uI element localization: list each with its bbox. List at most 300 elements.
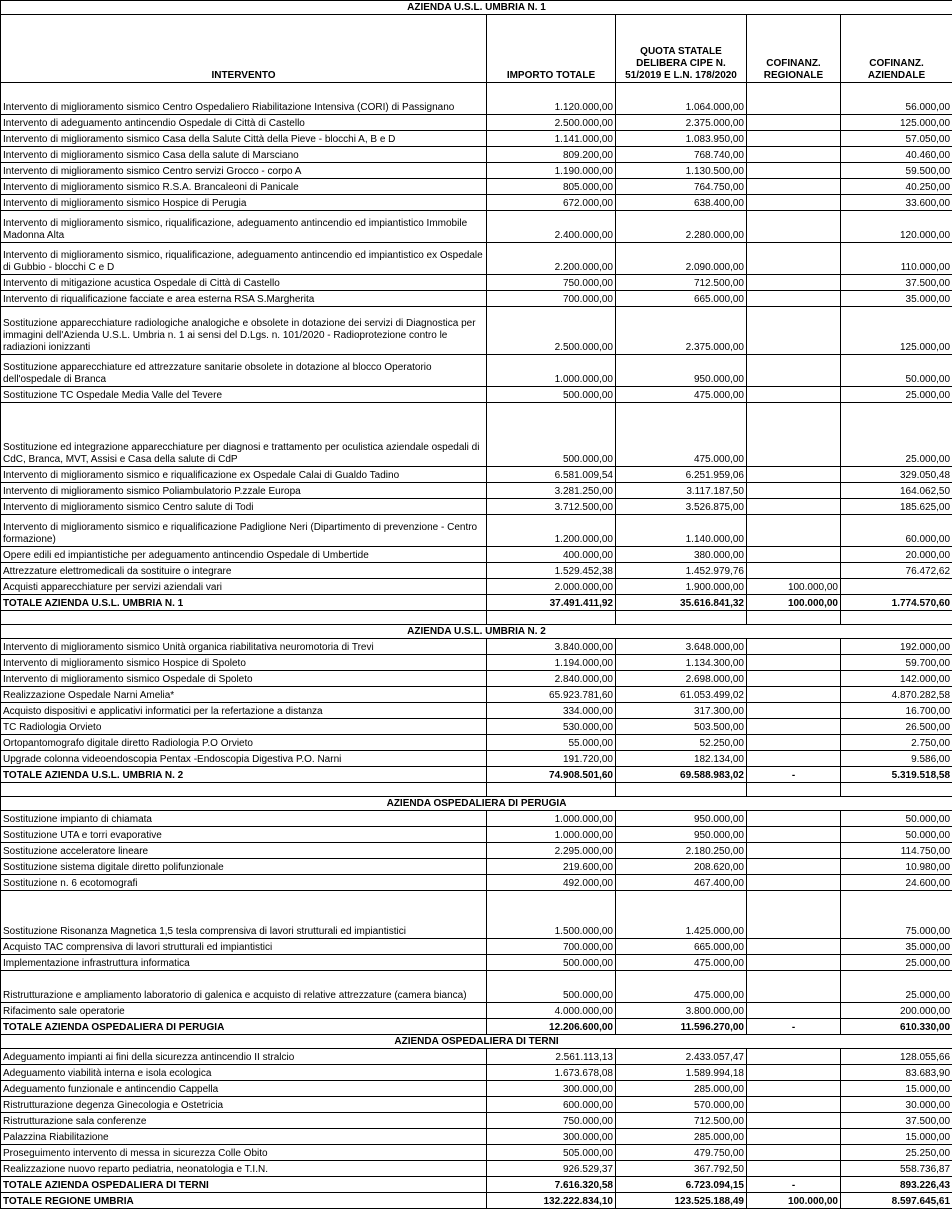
header-line: 51/2019 E L.N. 178/2020 [625,70,737,81]
quota-statale-cell: 570.000,00 [616,1097,747,1113]
importo-totale-cell: 2.295.000,00 [487,843,616,859]
importo-totale-cell: 2.200.000,00 [487,243,616,275]
intervento-label: Adeguamento impianti ai fini della sicurezza antincendio II stralcio [1,1049,487,1065]
importo-totale-cell: 2.000.000,00 [487,579,616,595]
cofinanz-regionale-cell [747,387,841,403]
cofinanz-regionale-cell [747,1161,841,1177]
cofinanz-regionale-cell [747,1081,841,1097]
table-row [1,179,952,195]
quota-statale-cell: 1.083.950,00 [616,131,747,147]
cofinanz-aziendale-cell: 20.000,00 [841,547,952,563]
quota-statale-cell: 367.792,50 [616,1161,747,1177]
quota-statale-cell: 638.400,00 [616,195,747,211]
total-label: TOTALE AZIENDA U.S.L. UMBRIA N. 2 [1,767,487,783]
table-row [1,307,952,355]
cofinanz-regionale-cell [747,639,841,655]
section-header-row [1,797,952,811]
column-header-row [1,15,952,83]
section-title: AZIENDA OSPEDALIERA DI TERNI [1,1035,952,1049]
intervento-label: Implementazione infrastruttura informatica [1,955,487,971]
quota-statale-cell: 6.251.959,06 [616,467,747,483]
cofinanz-aziendale-cell: 185.625,00 [841,499,952,515]
header-line: REGIONALE [763,70,824,81]
table-row [1,1003,952,1019]
table-row [1,719,952,735]
cofinanz-regionale-cell [747,211,841,243]
spacer-row [1,783,952,797]
total-label: TOTALE AZIENDA OSPEDALIERA DI PERUGIA [1,1019,487,1035]
intervento-label: Intervento di miglioramento sismico e riqualificazione ex Ospedale Calai di Gualdo Tadino [1,467,487,483]
cofinanz-regionale-cell [747,859,841,875]
table-row [1,859,952,875]
importo-totale-cell: 2.500.000,00 [487,115,616,131]
table-row [1,891,952,939]
cofinanz-aziendale-cell: 120.000,00 [841,211,952,243]
cofinanz-regionale-cell [747,1113,841,1129]
table-row [1,115,952,131]
header-line: DELIBERA CIPE N. [636,58,726,69]
cofinanz-aziendale-cell: 50.000,00 [841,827,952,843]
quota-statale-cell: 317.300,00 [616,703,747,719]
section-total-row [1,1019,952,1035]
header-line: AZIENDALE [867,70,926,81]
importo-totale-cell: 400.000,00 [487,547,616,563]
intervento-label: Ristrutturazione e ampliamento laboratorio di galenica e acquisto di relative attrezzature (camera bianca) [1,971,487,1003]
cofinanz-regionale-cell [747,147,841,163]
cofinanz-regionale-cell [747,735,841,751]
cofinanz-regionale-cell: - [747,1177,841,1193]
quota-statale-cell: 950.000,00 [616,811,747,827]
cofinanz-regionale-cell [747,751,841,767]
intervento-label: Ortopantomografo digitale diretto Radiologia P.O Orvieto [1,735,487,751]
intervento-label: Intervento di adeguamento antincendio Ospedale di Città di Castello [1,115,487,131]
quota-statale-cell: 61.053.499,02 [616,687,747,703]
cofinanz-aziendale-cell: 59.500,00 [841,163,952,179]
table-row [1,515,952,547]
table-row [1,1049,952,1065]
intervento-label: Upgrade colonna videoendoscopia Pentax -Endoscopia Digestiva P.O. Narni [1,751,487,767]
cofinanz-regionale-cell [747,1129,841,1145]
section-title: AZIENDA OSPEDALIERA DI PERUGIA [1,797,952,811]
empty-cell [1,783,487,797]
quota-statale-cell: 950.000,00 [616,827,747,843]
section-total-row [1,595,952,611]
importo-totale-cell: 3.712.500,00 [487,499,616,515]
table-row [1,483,952,499]
table-row [1,875,952,891]
cofinanz-regionale-cell [747,687,841,703]
quota-statale-cell: 764.750,00 [616,179,747,195]
quota-statale-cell: 285.000,00 [616,1129,747,1145]
cofinanz-regionale-cell [747,467,841,483]
intervento-label: Sostituzione n. 6 ecotomografi [1,875,487,891]
cofinanz-aziendale-cell: 2.750,00 [841,735,952,751]
cofinanz-regionale-cell [747,655,841,671]
table-row [1,291,952,307]
quota-statale-cell: 665.000,00 [616,291,747,307]
empty-cell [487,783,616,797]
table-row [1,147,952,163]
header-line: QUOTA STATALE [640,46,722,57]
quota-statale-cell: 1.900.000,00 [616,579,747,595]
quota-statale-cell: 712.500,00 [616,275,747,291]
intervento-label: Intervento di mitigazione acustica Ospedale di Città di Castello [1,275,487,291]
cofinanz-regionale-cell [747,163,841,179]
cofinanz-aziendale-cell: 128.055,66 [841,1049,952,1065]
quota-statale-cell: 380.000,00 [616,547,747,563]
section-title: AZIENDA U.S.L. UMBRIA N. 2 [1,625,952,639]
cofinanz-regionale-cell [747,291,841,307]
table-row [1,843,952,859]
cofinanz-aziendale-cell: 59.700,00 [841,655,952,671]
importo-totale-cell: 65.923.781,60 [487,687,616,703]
table-row [1,163,952,179]
cofinanz-aziendale-cell: 25.000,00 [841,971,952,1003]
cofinanz-regionale-cell [747,811,841,827]
cofinanz-aziendale-cell: 76.472,62 [841,563,952,579]
intervento-label: Intervento di miglioramento sismico Ospedale di Spoleto [1,671,487,687]
table-row [1,1145,952,1161]
quota-statale-cell: 123.525.188,49 [616,1193,747,1209]
cofinanz-regionale-cell [747,115,841,131]
table-row [1,827,952,843]
cofinanz-aziendale-cell: 83.683,90 [841,1065,952,1081]
cofinanz-regionale-cell [747,703,841,719]
importo-totale-cell: 750.000,00 [487,1113,616,1129]
empty-cell [841,611,952,625]
quota-statale-cell: 69.588.983,02 [616,767,747,783]
cofinanz-aziendale-cell: 610.330,00 [841,1019,952,1035]
cofinanz-aziendale-cell: 15.000,00 [841,1081,952,1097]
intervento-label: Sostituzione acceleratore lineare [1,843,487,859]
cofinanz-regionale-cell [747,403,841,467]
intervento-label: Intervento di miglioramento sismico Hospice di Spoleto [1,655,487,671]
cofinanz-regionale-cell [747,671,841,687]
quota-statale-cell: 6.723.094,15 [616,1177,747,1193]
header-line: COFINANZ. [869,58,924,69]
table-row [1,1113,952,1129]
importo-totale-cell: 809.200,00 [487,147,616,163]
importo-totale-cell: 37.491.411,92 [487,595,616,611]
total-label: TOTALE REGIONE UMBRIA [1,1193,487,1209]
table-row [1,1065,952,1081]
importo-totale-cell: 1.000.000,00 [487,355,616,387]
quota-statale-cell: 2.698.000,00 [616,671,747,687]
cofinanz-regionale-cell [747,891,841,939]
intervento-label: Sostituzione impianto di chiamata [1,811,487,827]
quota-statale-cell: 950.000,00 [616,355,747,387]
cofinanz-aziendale-cell: 15.000,00 [841,1129,952,1145]
section-header-row [1,1,952,15]
intervento-label: Acquisto TAC comprensiva di lavori strutturali ed impiantistici [1,939,487,955]
cofinanz-aziendale-cell: 37.500,00 [841,275,952,291]
cofinanz-regionale-cell [747,563,841,579]
importo-totale-cell: 500.000,00 [487,971,616,1003]
cofinanz-aziendale-cell: 142.000,00 [841,671,952,687]
importo-totale-cell: 500.000,00 [487,403,616,467]
importo-totale-cell: 500.000,00 [487,387,616,403]
intervento-label: Intervento di miglioramento sismico e riqualificazione Padiglione Neri (Dipartimento di prevenzione - Centro formazione) [1,515,487,547]
importo-totale-cell: 334.000,00 [487,703,616,719]
table-row [1,639,952,655]
cofinanz-regionale-cell [747,131,841,147]
cofinanz-regionale-cell [747,83,841,115]
intervento-label: Sostituzione ed integrazione apparecchiature per diagnosi e trattamento per oculistica aziendale ospedali di CdC, Branca, MVT, Assisi e Casa della salute di CdP [1,403,487,467]
cofinanz-aziendale-cell: 37.500,00 [841,1113,952,1129]
cofinanz-regionale-cell [747,499,841,515]
empty-cell [616,783,747,797]
importo-totale-cell: 1.529.452,38 [487,563,616,579]
column-header-intervento: INTERVENTO [1,15,487,83]
importo-totale-cell: 500.000,00 [487,955,616,971]
intervento-label: Sostituzione TC Ospedale Media Valle del Tevere [1,387,487,403]
table-row [1,579,952,595]
cofinanz-aziendale-cell: 558.736,87 [841,1161,952,1177]
intervento-label: Intervento di riqualificazione facciate e area esterna RSA S.Margherita [1,291,487,307]
intervento-label: Intervento di miglioramento sismico Centro salute di Todi [1,499,487,515]
intervento-label: Intervento di miglioramento sismico Poliambulatorio P.zzale Europa [1,483,487,499]
table-row [1,387,952,403]
quota-statale-cell: 1.134.300,00 [616,655,747,671]
importo-totale-cell: 1.200.000,00 [487,515,616,547]
empty-cell [487,611,616,625]
table-row [1,547,952,563]
importo-totale-cell: 805.000,00 [487,179,616,195]
table-row [1,83,952,115]
cofinanz-aziendale-cell: 40.460,00 [841,147,952,163]
cofinanz-regionale-cell [747,1003,841,1019]
cofinanz-regionale-cell [747,1049,841,1065]
cofinanz-aziendale-cell: 9.586,00 [841,751,952,767]
cofinanz-regionale-cell [747,719,841,735]
cofinanz-regionale-cell: 100.000,00 [747,579,841,595]
intervento-label: Intervento di miglioramento sismico Centro Ospedaliero Riabilitazione Intensiva (CORI) di Passignano [1,83,487,115]
cofinanz-regionale-cell [747,483,841,499]
cofinanz-regionale-cell [747,875,841,891]
quota-statale-cell: 2.280.000,00 [616,211,747,243]
quota-statale-cell: 479.750,00 [616,1145,747,1161]
cofinanz-aziendale-cell: 329.050,48 [841,467,952,483]
cofinanz-regionale-cell [747,971,841,1003]
cofinanz-regionale-cell [747,515,841,547]
table-row [1,655,952,671]
table-row [1,703,952,719]
cofinanz-regionale-cell [747,243,841,275]
table-row [1,243,952,275]
intervento-label: Adeguamento viabilità interna e isola ecologica [1,1065,487,1081]
column-header-cofinanz-regionale [747,15,841,83]
quota-statale-cell: 467.400,00 [616,875,747,891]
cofinanz-aziendale-cell: 25.250,00 [841,1145,952,1161]
total-label: TOTALE AZIENDA OSPEDALIERA DI TERNI [1,1177,487,1193]
quota-statale-cell: 503.500,00 [616,719,747,735]
importo-totale-cell: 6.581.009,54 [487,467,616,483]
importo-totale-cell: 7.616.320,58 [487,1177,616,1193]
cofinanz-aziendale-cell: 35.000,00 [841,939,952,955]
importo-totale-cell: 1.141.000,00 [487,131,616,147]
table-row [1,971,952,1003]
cofinanz-regionale-cell [747,195,841,211]
quota-statale-cell: 1.452.979,76 [616,563,747,579]
intervento-label: Ristrutturazione degenza Ginecologia e Ostetricia [1,1097,487,1113]
cofinanz-regionale-cell [747,827,841,843]
importo-totale-cell: 74.908.501,60 [487,767,616,783]
cofinanz-aziendale-cell: 164.062,50 [841,483,952,499]
intervento-label: Palazzina Riabilitazione [1,1129,487,1145]
intervento-label: Acquisto dispositivi e applicativi informatici per la refertazione a distanza [1,703,487,719]
quota-statale-cell: 665.000,00 [616,939,747,955]
importo-totale-cell: 191.720,00 [487,751,616,767]
quota-statale-cell: 3.526.875,00 [616,499,747,515]
table-row [1,811,952,827]
cofinanz-aziendale-cell: 50.000,00 [841,355,952,387]
importo-totale-cell: 2.561.113,13 [487,1049,616,1065]
intervento-label: Adeguamento funzionale e antincendio Cappella [1,1081,487,1097]
empty-cell [841,783,952,797]
quota-statale-cell: 475.000,00 [616,403,747,467]
cofinanz-regionale-cell [747,1065,841,1081]
intervento-label: Intervento di miglioramento sismico, riqualificazione, adeguamento antincendio ed impiantistico Immobile Madonna Alta [1,211,487,243]
intervento-label: Sostituzione UTA e torri evaporative [1,827,487,843]
column-header-importo: IMPORTO TOTALE [487,15,616,83]
quota-statale-cell: 2.180.250,00 [616,843,747,859]
quota-statale-cell: 475.000,00 [616,387,747,403]
cofinanz-regionale-cell [747,547,841,563]
intervento-label: Opere edili ed impiantistiche per adeguamento antincendio Ospedale di Umbertide [1,547,487,563]
empty-cell [747,611,841,625]
importo-totale-cell: 300.000,00 [487,1081,616,1097]
importo-totale-cell: 600.000,00 [487,1097,616,1113]
cofinanz-aziendale-cell: 5.319.518,58 [841,767,952,783]
importo-totale-cell: 1.190.000,00 [487,163,616,179]
table-row [1,751,952,767]
quota-statale-cell: 285.000,00 [616,1081,747,1097]
importo-totale-cell: 55.000,00 [487,735,616,751]
cofinanz-regionale-cell: 100.000,00 [747,1193,841,1209]
cofinanz-regionale-cell [747,1145,841,1161]
quota-statale-cell: 475.000,00 [616,955,747,971]
intervento-label: Intervento di miglioramento sismico Casa della salute di Marsciano [1,147,487,163]
spacer-row [1,611,952,625]
section-total-row [1,1177,952,1193]
quota-statale-cell: 52.250,00 [616,735,747,751]
table-row [1,939,952,955]
importo-totale-cell: 926.529,37 [487,1161,616,1177]
cofinanz-regionale-cell [747,843,841,859]
cofinanz-aziendale-cell: 75.000,00 [841,891,952,939]
intervento-label: Intervento di miglioramento sismico Casa della Salute Città della Pieve - blocchi A, B e D [1,131,487,147]
table-row [1,735,952,751]
importo-totale-cell: 300.000,00 [487,1129,616,1145]
importo-totale-cell: 750.000,00 [487,275,616,291]
cofinanz-aziendale-cell: 40.250,00 [841,179,952,195]
table-row [1,403,952,467]
section-total-row [1,767,952,783]
importo-totale-cell: 505.000,00 [487,1145,616,1161]
cofinanz-aziendale-cell: 4.870.282,58 [841,687,952,703]
table-row [1,955,952,971]
table-row [1,687,952,703]
cofinanz-aziendale-cell: 25.000,00 [841,403,952,467]
importo-totale-cell: 700.000,00 [487,291,616,307]
importo-totale-cell: 1.120.000,00 [487,83,616,115]
cofinanz-aziendale-cell: 25.000,00 [841,387,952,403]
cofinanz-aziendale-cell: 200.000,00 [841,1003,952,1019]
cofinanz-regionale-cell [747,307,841,355]
importo-totale-cell: 1.194.000,00 [487,655,616,671]
cofinanz-aziendale-cell: 50.000,00 [841,811,952,827]
cofinanz-regionale-cell: 100.000,00 [747,595,841,611]
intervento-label: Intervento di miglioramento sismico, riqualificazione, adeguamento antincendio ed impiantistico ex Ospedale di Gubbio - blocchi C e D [1,243,487,275]
quota-statale-cell: 3.648.000,00 [616,639,747,655]
cofinanz-regionale-cell [747,1097,841,1113]
section-title: AZIENDA U.S.L. UMBRIA N. 1 [1,1,952,15]
column-header-quota-statale [616,15,747,83]
table-row [1,499,952,515]
intervento-label: Rifacimento sale operatorie [1,1003,487,1019]
total-label: TOTALE AZIENDA U.S.L. UMBRIA N. 1 [1,595,487,611]
intervento-label: Sostituzione apparecchiature radiologiche analogiche e obsolete in dotazione dei servizi di Diagnostica per immagini dell'Azienda U.S.L. Umbria n. 1 ai sensi del D.Lgs. n. 101/2020 - Radioprotezione contro le radiazioni ionizzanti [1,307,487,355]
importo-totale-cell: 12.206.600,00 [487,1019,616,1035]
cofinanz-aziendale-cell: 56.000,00 [841,83,952,115]
cofinanz-aziendale-cell [841,579,952,595]
importo-totale-cell: 3.840.000,00 [487,639,616,655]
table-row [1,1097,952,1113]
importo-totale-cell: 700.000,00 [487,939,616,955]
table-row [1,355,952,387]
cofinanz-regionale-cell [747,939,841,955]
table-row [1,1129,952,1145]
table-row [1,275,952,291]
cofinanz-aziendale-cell: 57.050,00 [841,131,952,147]
intervento-label: TC Radiologia Orvieto [1,719,487,735]
cofinanz-aziendale-cell: 24.600,00 [841,875,952,891]
quota-statale-cell: 1.130.500,00 [616,163,747,179]
intervento-label: Sostituzione sistema digitale diretto polifunzionale [1,859,487,875]
cofinanz-regionale-cell: - [747,1019,841,1035]
importo-totale-cell: 530.000,00 [487,719,616,735]
cofinanz-aziendale-cell: 1.774.570,60 [841,595,952,611]
grand-total-row [1,1193,952,1209]
table-row [1,1081,952,1097]
intervento-label: Intervento di miglioramento sismico Centro servizi Grocco - corpo A [1,163,487,179]
cofinanz-aziendale-cell: 192.000,00 [841,639,952,655]
cofinanz-regionale-cell: - [747,767,841,783]
table-row [1,195,952,211]
intervento-label: Attrezzature elettromedicali da sostituire o integrare [1,563,487,579]
table-row [1,671,952,687]
cofinanz-aziendale-cell: 893.226,43 [841,1177,952,1193]
importo-totale-cell: 1.673.678,08 [487,1065,616,1081]
table-row [1,563,952,579]
quota-statale-cell: 35.616.841,32 [616,595,747,611]
cofinanz-aziendale-cell: 110.000,00 [841,243,952,275]
importo-totale-cell: 1.000.000,00 [487,811,616,827]
intervento-label: Realizzazione nuovo reparto pediatria, neonatologia e T.I.N. [1,1161,487,1177]
empty-cell [747,783,841,797]
cofinanz-regionale-cell [747,179,841,195]
table-row [1,131,952,147]
importo-totale-cell: 2.400.000,00 [487,211,616,243]
importo-totale-cell: 3.281.250,00 [487,483,616,499]
table-row [1,467,952,483]
intervento-label: Sostituzione apparecchiature ed attrezzature sanitarie obsolete in dotazione al blocco Operatorio dell'ospedale di Branca [1,355,487,387]
quota-statale-cell: 3.117.187,50 [616,483,747,499]
quota-statale-cell: 182.134,00 [616,751,747,767]
cofinanz-aziendale-cell: 114.750,00 [841,843,952,859]
intervento-label: Proseguimento intervento di messa in sicurezza Colle Obito [1,1145,487,1161]
quota-statale-cell: 3.800.000,00 [616,1003,747,1019]
